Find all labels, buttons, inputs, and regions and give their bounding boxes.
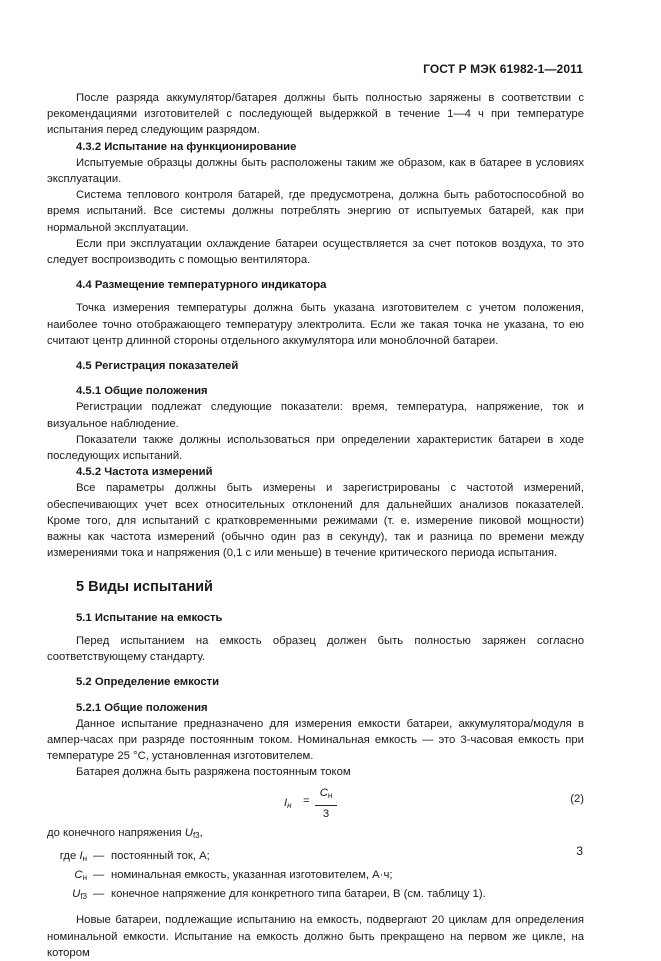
section-heading-5-2: 5.2 Определение емкости xyxy=(76,676,220,689)
paragraph: Перед испытанием на емкость образец должен быть полностью заряжен согласно соответствующему стандарту. xyxy=(47,634,584,664)
paragraph: Точка измерения температуры должна быть указана изготовителем с учетом положения, наиболее точно отображающего температуру электролита. Если же такая точка не указана, то ею считают центр длинной стороны отдельного аккумулятора или моноблочной батареи. xyxy=(47,302,584,347)
section-heading-4-4: 4.4 Размещение температурного индикатора xyxy=(76,279,327,292)
formula-lhs: $I_н$ xyxy=(284,796,292,810)
formula-numerator: $C_н$ xyxy=(315,785,337,806)
formula-2 xyxy=(47,785,584,823)
definitions-list xyxy=(47,848,584,906)
formula-equals: = xyxy=(303,794,310,807)
paragraph: Показатели также должны использоваться при определении характеристик батареи в ходе последующих испытаний. xyxy=(47,433,584,463)
document-header: ГОСТ Р МЭК 61982-1—2011 xyxy=(423,62,583,76)
paragraph: После разряда аккумулятор/батарея должны быть полностью заряжены в соответствии с рекомендациями изготовителей с последующей выдержкой в течение 1—4 ч при температуре испытания перед следующим разрядом. xyxy=(47,92,584,137)
paragraph: до конечного напряжения $U_{f3}$, xyxy=(47,826,203,840)
section-heading-4-3-2: 4.3.2 Испытание на функционирование xyxy=(76,140,297,153)
section-heading-5-1: 5.1 Испытание на емкость xyxy=(76,611,223,624)
paragraph: Данное испытание предназначено для измерения емкости батареи, аккумулятора/модуля в ампер-часах при разряде постоянным током. Номинальная емкость — это 3-часовая емкость при температуре 25 °С, установленная изготовителем. xyxy=(47,717,584,763)
formula-number: (2) xyxy=(570,792,584,805)
paragraph: Регистрации подлежат следующие показатели: время, температура, напряжение, ток и визуальное наблюдение. xyxy=(47,401,584,430)
formula-fraction xyxy=(315,785,337,822)
section-heading-4-5-1: 4.5.1 Общие положения xyxy=(76,385,208,398)
paragraph: Испытуемые образцы должны быть расположены таким же образом, как в батарее в условиях эксплуатации. xyxy=(47,156,584,186)
definition-item: где $I_н$ — постоянный ток, А; xyxy=(59,849,210,863)
section-heading-5: 5 Виды испытаний xyxy=(76,579,213,596)
paragraph: Если при эксплуатации охлаждение батареи осуществляется за счет потоков воздуха, то это следует воспроизводить с помощью вентилятора. xyxy=(47,237,584,267)
paragraph: Все параметры должны быть измерены и зарегистрированы с частотой измерений, обеспечивающих учет всех относительных отклонений для дальнейших анализов показателей. Кроме того, для испытаний с кратковременными режимами (т. е. измерение пиковой мощности) важны как частота измерений (обычно один раз в секунду), так и разница по времени между измерениями тока и напряжения (0,1 с или меньше) в течение критического периода испытания. xyxy=(47,482,584,560)
section-heading-4-5-2: 4.5.2 Частота измерений xyxy=(76,466,213,479)
definition-item: $U_{f3}$ — конечное напряжение для конкретного типа батареи, В (см. таблицу 1). xyxy=(72,888,486,902)
section-heading-5-2-1: 5.2.1 Общие положения xyxy=(76,701,208,714)
page-number: 3 xyxy=(576,844,583,858)
definition-item: $C_н$ — номинальная емкость, указанная изготовителем, А·ч; xyxy=(74,868,393,882)
page-content xyxy=(47,90,584,961)
paragraph: Батарея должна быть разряжена постоянным током xyxy=(76,766,351,779)
paragraph: Система теплового контроля батарей, где предусмотрена, должна быть работоспособной во время испытаний. Все системы должны потреблять энергию от испытуемых батарей, как при нормальной эксплуатации. xyxy=(47,189,584,234)
section-heading-4-5: 4.5 Регистрация показателей xyxy=(76,360,239,373)
formula-denominator: 3 xyxy=(322,807,330,820)
paragraph: Новые батареи, подлежащие испытанию на емкость, подвергают 20 циклам для определения номинальной емкости. Испытание на емкость должно быть прекращено на первом же цикле, на котором xyxy=(47,914,584,959)
